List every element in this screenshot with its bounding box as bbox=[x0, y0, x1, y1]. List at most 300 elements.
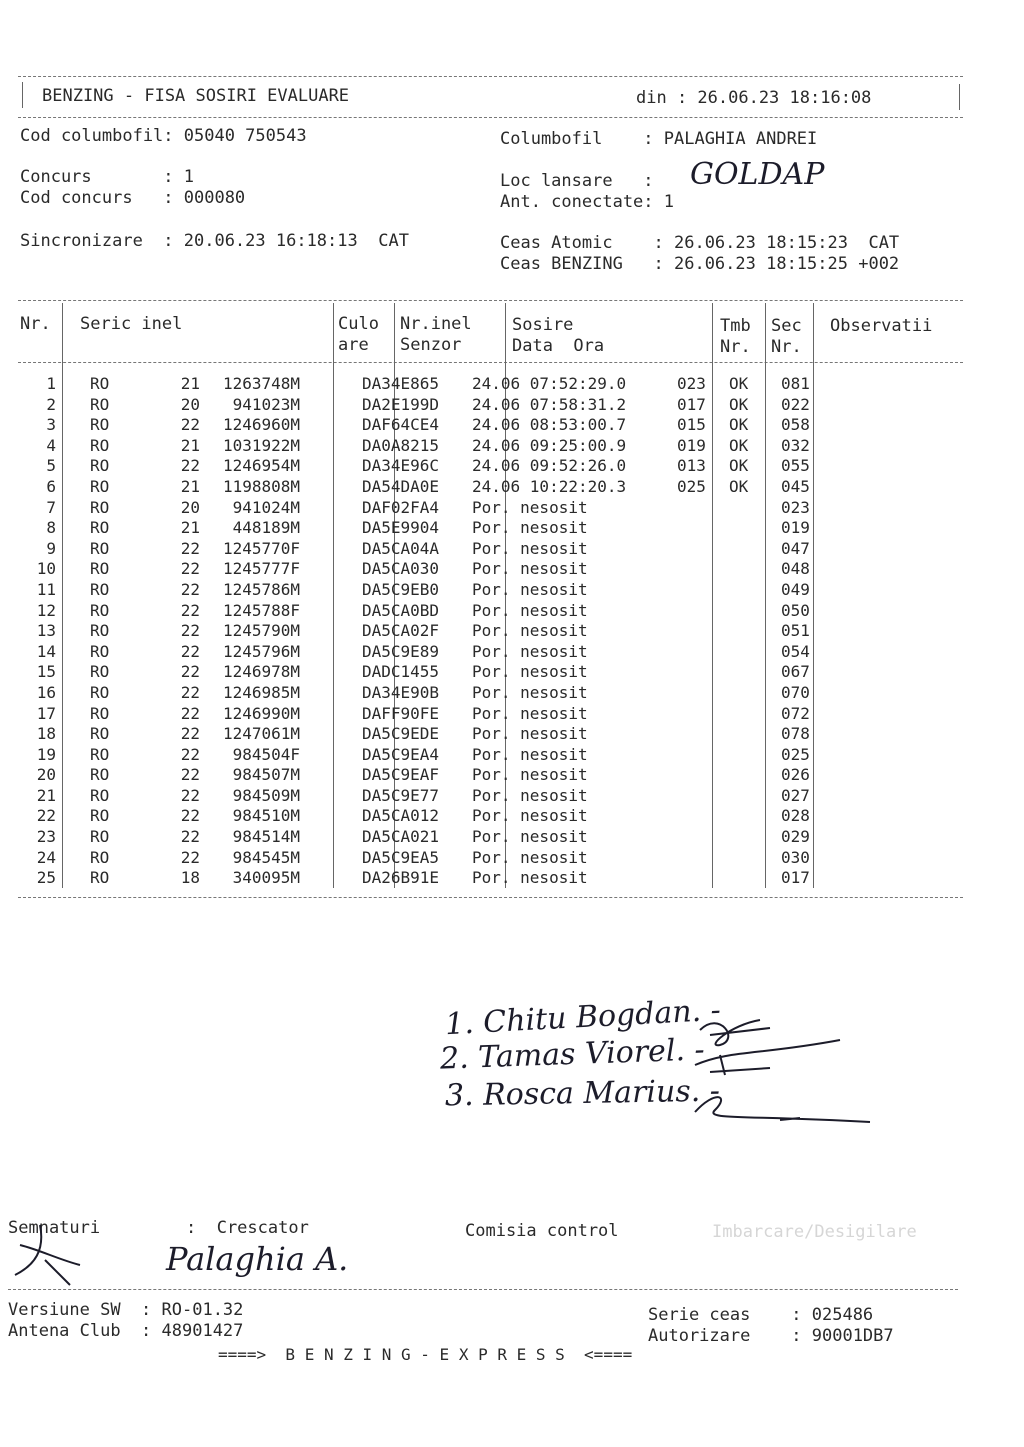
cell-culoare bbox=[300, 704, 362, 725]
col-header-sosire-1: Sosire bbox=[512, 315, 574, 335]
cell-sosire: Por. nesosit bbox=[472, 621, 588, 641]
cell-ring-number: 1245796M bbox=[222, 641, 300, 661]
footer-rule bbox=[8, 1289, 958, 1290]
arrivals-table bbox=[20, 374, 841, 889]
col-header-nr-inel-1: Nr.inel bbox=[400, 314, 472, 334]
cell-senzor: DA0A8215 bbox=[362, 435, 440, 455]
cell-observatii: 027 bbox=[781, 785, 810, 805]
cell-culoare bbox=[300, 786, 362, 807]
cell-ring-number: 1245786M bbox=[222, 579, 300, 599]
table-row bbox=[20, 580, 841, 601]
cell-nr: 4 bbox=[46, 435, 56, 455]
concurs: Concurs : 1 bbox=[20, 167, 194, 187]
cell-culoare bbox=[300, 662, 362, 683]
cell-nr: 2 bbox=[46, 394, 56, 414]
cell-senzor: DA2E199D bbox=[362, 394, 440, 414]
cell-country: RO bbox=[90, 435, 110, 455]
cell-year: 22 bbox=[180, 621, 200, 641]
cell-observatii: 023 bbox=[781, 497, 810, 517]
cell-observatii: 050 bbox=[781, 600, 810, 620]
cell-observatii: 045 bbox=[781, 476, 810, 496]
table-row bbox=[20, 477, 841, 498]
cell-senzor: DADC1455 bbox=[362, 662, 440, 682]
table-row bbox=[20, 374, 841, 395]
cell-nr: 14 bbox=[36, 641, 56, 661]
ceas-benzing: Ceas BENZING : 26.06.23 18:15:25 +002 bbox=[500, 254, 900, 274]
table-row bbox=[20, 662, 841, 683]
cell-country: RO bbox=[90, 785, 110, 805]
cell-sosire: Por. nesosit bbox=[472, 827, 588, 847]
ceas-atomic: Ceas Atomic : 26.06.23 18:15:23 CAT bbox=[500, 233, 900, 253]
cell-year: 22 bbox=[180, 538, 200, 558]
cell-culoare bbox=[300, 456, 362, 477]
cell-tmb bbox=[677, 848, 729, 869]
cell-ring-number: 1246954M bbox=[222, 456, 300, 476]
cell-culoare bbox=[300, 498, 362, 519]
table-row bbox=[20, 601, 841, 622]
cell-sec: OK bbox=[729, 394, 749, 414]
cell-observatii: 047 bbox=[781, 538, 810, 558]
cell-nr: 18 bbox=[36, 724, 56, 744]
cell-ring-number: 1246990M bbox=[222, 703, 300, 723]
cell-tmb bbox=[677, 559, 729, 580]
cell-culoare bbox=[300, 395, 362, 416]
cell-ring-number: 340095M bbox=[232, 868, 300, 888]
cell-country: RO bbox=[90, 682, 110, 702]
serie-ceas: Serie ceas : 025486 bbox=[648, 1305, 874, 1325]
col-header-sec-1: Sec bbox=[771, 316, 802, 336]
cell-ring-number: 448189M bbox=[232, 518, 300, 538]
cell-sec bbox=[729, 642, 777, 663]
table-bottom-rule bbox=[18, 897, 963, 898]
cell-ring-number: 984509M bbox=[232, 785, 300, 805]
cell-nr: 13 bbox=[36, 621, 56, 641]
cell-nr: 3 bbox=[46, 415, 56, 435]
cell-country: RO bbox=[90, 806, 110, 826]
cell-sec: OK bbox=[729, 415, 749, 435]
cell-observatii: 017 bbox=[781, 868, 810, 888]
cell-culoare bbox=[300, 518, 362, 539]
imbarcare-desigilare-label: Imbarcare/Desigilare bbox=[712, 1222, 917, 1242]
commission-signatures-icon bbox=[680, 1000, 880, 1140]
table-row bbox=[20, 395, 841, 416]
semnaturi-label: Semnaturi bbox=[8, 1218, 101, 1238]
cell-sosire: Por. nesosit bbox=[472, 703, 588, 723]
cell-observatii: 019 bbox=[781, 518, 810, 538]
col-header-culoare-1: Culo bbox=[338, 314, 379, 334]
table-row bbox=[20, 745, 841, 766]
cell-nr: 17 bbox=[36, 703, 56, 723]
cell-tmb bbox=[677, 518, 729, 539]
table-row bbox=[20, 765, 841, 786]
cell-ring-number: 984507M bbox=[232, 765, 300, 785]
cell-observatii: 049 bbox=[781, 579, 810, 599]
cell-tmb bbox=[677, 539, 729, 560]
cell-senzor: DA5C9EA4 bbox=[362, 744, 440, 764]
cell-culoare bbox=[300, 559, 362, 580]
cell-ring-number: 984504F bbox=[232, 744, 300, 764]
cell-year: 22 bbox=[180, 785, 200, 805]
crescator-label: : Crescator bbox=[186, 1218, 309, 1238]
cell-sec bbox=[729, 745, 777, 766]
cell-year: 20 bbox=[180, 394, 200, 414]
cell-year: 22 bbox=[180, 600, 200, 620]
cell-sec: OK bbox=[729, 374, 749, 393]
cell-country: RO bbox=[90, 641, 110, 661]
cell-tmb: 017 bbox=[677, 394, 706, 414]
cell-senzor: DA34E96C bbox=[362, 456, 440, 476]
cell-sosire: Por. nesosit bbox=[472, 682, 588, 702]
cell-year: 22 bbox=[180, 703, 200, 723]
cell-sec bbox=[729, 704, 777, 725]
cell-country: RO bbox=[90, 868, 110, 888]
cell-senzor: DAF64CE4 bbox=[362, 415, 440, 435]
cell-tmb bbox=[677, 765, 729, 786]
sincronizare: Sincronizare : 20.06.23 16:18:13 CAT bbox=[20, 231, 409, 251]
table-row bbox=[20, 827, 841, 848]
cell-sec: OK bbox=[729, 435, 749, 455]
cell-country: RO bbox=[90, 374, 110, 393]
cell-sec bbox=[729, 724, 777, 745]
cell-sec bbox=[729, 827, 777, 848]
cell-senzor: DA5E9904 bbox=[362, 518, 440, 538]
cell-ring-number: 1263748M bbox=[222, 374, 300, 393]
cell-year: 22 bbox=[180, 579, 200, 599]
cell-tmb bbox=[677, 868, 729, 889]
cell-year: 22 bbox=[180, 662, 200, 682]
cell-ring-number: 1198808M bbox=[222, 476, 300, 496]
table-header-rule bbox=[18, 362, 963, 363]
cell-sosire: Por. nesosit bbox=[472, 744, 588, 764]
cell-tmb: 015 bbox=[677, 415, 706, 435]
cell-ring-number: 1246960M bbox=[222, 415, 300, 435]
col-header-nr: Nr. bbox=[20, 314, 51, 334]
cell-culoare bbox=[300, 724, 362, 745]
cell-sec bbox=[729, 683, 777, 704]
cell-culoare bbox=[300, 683, 362, 704]
cell-country: RO bbox=[90, 662, 110, 682]
cell-ring-number: 1246985M bbox=[222, 682, 300, 702]
cell-country: RO bbox=[90, 724, 110, 744]
cell-country: RO bbox=[90, 765, 110, 785]
cell-country: RO bbox=[90, 518, 110, 538]
cell-tmb: 019 bbox=[677, 435, 706, 455]
cell-sosire: Por. nesosit bbox=[472, 806, 588, 826]
cell-nr: 23 bbox=[36, 827, 56, 847]
cell-senzor: DA5CA0BD bbox=[362, 600, 440, 620]
cell-sosire: Por. nesosit bbox=[472, 579, 588, 599]
table-row bbox=[20, 724, 841, 745]
cell-observatii: 029 bbox=[781, 827, 810, 847]
cell-senzor: DA5CA030 bbox=[362, 559, 440, 579]
cell-sosire: Por. nesosit bbox=[472, 600, 588, 620]
top-rule bbox=[18, 76, 963, 77]
cell-year: 22 bbox=[180, 806, 200, 826]
cell-sosire: Por. nesosit bbox=[472, 518, 588, 538]
cell-culoare bbox=[300, 601, 362, 622]
cell-culoare bbox=[300, 436, 362, 457]
cell-sosire: Por. nesosit bbox=[472, 662, 588, 682]
cell-senzor: DA34E865 bbox=[362, 374, 440, 393]
cell-sosire: Por. nesosit bbox=[472, 785, 588, 805]
cell-year: 22 bbox=[180, 827, 200, 847]
col-header-observatii: Observatii bbox=[830, 316, 933, 336]
comisia-control-label: Comisia control bbox=[465, 1221, 619, 1241]
cell-tmb: 013 bbox=[677, 456, 706, 476]
cell-sec bbox=[729, 498, 777, 519]
cell-observatii: 048 bbox=[781, 559, 810, 579]
cell-senzor: DA5C9E77 bbox=[362, 785, 440, 805]
antena-club: Antena Club : 48901427 bbox=[8, 1321, 244, 1341]
cell-country: RO bbox=[90, 476, 110, 496]
cell-ring-number: 1247061M bbox=[222, 724, 300, 744]
table-row bbox=[20, 498, 841, 519]
cell-country: RO bbox=[90, 415, 110, 435]
cell-culoare bbox=[300, 827, 362, 848]
cell-culoare bbox=[300, 374, 362, 395]
cell-senzor: DA54DA0E bbox=[362, 476, 440, 496]
cell-sec: OK bbox=[729, 476, 749, 496]
col-header-culoare-2: are bbox=[338, 335, 369, 355]
table-row bbox=[20, 806, 841, 827]
cell-year: 22 bbox=[180, 415, 200, 435]
cell-culoare bbox=[300, 868, 362, 889]
cell-senzor: DA5C9EAF bbox=[362, 765, 440, 785]
cell-tmb: 025 bbox=[677, 476, 706, 496]
cell-culoare bbox=[300, 765, 362, 786]
table-row bbox=[20, 539, 841, 560]
cell-observatii: 028 bbox=[781, 806, 810, 826]
cell-ring-number: 1245788F bbox=[222, 600, 300, 620]
cell-sec bbox=[729, 539, 777, 560]
cell-observatii: 067 bbox=[781, 662, 810, 682]
cell-nr: 24 bbox=[36, 847, 56, 867]
document-date: din : 26.06.23 18:16:08 bbox=[636, 88, 872, 108]
cell-country: RO bbox=[90, 621, 110, 641]
cell-tmb bbox=[677, 786, 729, 807]
cell-ring-number: 1245770F bbox=[222, 538, 300, 558]
cell-country: RO bbox=[90, 394, 110, 414]
columbofil: Columbofil : PALAGHIA ANDREI bbox=[500, 129, 818, 149]
crescator-signature: Palaghia A. bbox=[166, 1240, 349, 1278]
col-header-tmb-2: Nr. bbox=[720, 337, 751, 357]
cell-sosire: Por. nesosit bbox=[472, 847, 588, 867]
cell-country: RO bbox=[90, 847, 110, 867]
cell-tmb bbox=[677, 827, 729, 848]
cell-observatii: 054 bbox=[781, 641, 810, 661]
cell-sosire: Por. nesosit bbox=[472, 724, 588, 744]
cell-observatii: 078 bbox=[781, 724, 810, 744]
col-header-seric-inel: Seric inel bbox=[80, 314, 183, 334]
loc-lansare-label: Loc lansare : bbox=[500, 171, 654, 191]
title-rule bbox=[18, 117, 963, 118]
col-header-tmb-1: Tmb bbox=[720, 316, 751, 336]
cell-year: 22 bbox=[180, 765, 200, 785]
cell-country: RO bbox=[90, 456, 110, 476]
cell-sosire: Por. nesosit bbox=[472, 559, 588, 579]
cell-sec: OK bbox=[729, 456, 749, 476]
cell-culoare bbox=[300, 580, 362, 601]
cell-senzor: DA26B91E bbox=[362, 868, 440, 888]
cell-year: 18 bbox=[180, 868, 200, 888]
cell-ring-number: 984514M bbox=[232, 827, 300, 847]
cell-year: 22 bbox=[180, 847, 200, 867]
cell-senzor: DA5C9E89 bbox=[362, 641, 440, 661]
cell-year: 21 bbox=[180, 374, 200, 393]
cell-tmb bbox=[677, 621, 729, 642]
cell-senzor: DA5CA012 bbox=[362, 806, 440, 826]
cell-ring-number: 941023M bbox=[232, 394, 300, 414]
table-row bbox=[20, 848, 841, 869]
cell-year: 22 bbox=[180, 641, 200, 661]
cell-sec bbox=[729, 621, 777, 642]
commission-member-2: 2. Tamas Viorel. - bbox=[439, 1032, 706, 1077]
cell-year: 20 bbox=[180, 497, 200, 517]
cell-nr: 25 bbox=[36, 868, 56, 888]
cell-sec bbox=[729, 580, 777, 601]
title-right-border bbox=[959, 84, 960, 110]
cell-observatii: 030 bbox=[781, 847, 810, 867]
cell-country: RO bbox=[90, 600, 110, 620]
cell-year: 22 bbox=[180, 724, 200, 744]
cell-tmb bbox=[677, 745, 729, 766]
cell-tmb bbox=[677, 704, 729, 725]
cell-culoare bbox=[300, 415, 362, 436]
table-row bbox=[20, 559, 841, 580]
cell-year: 21 bbox=[180, 518, 200, 538]
cell-year: 22 bbox=[180, 559, 200, 579]
cell-nr: 22 bbox=[36, 806, 56, 826]
cell-observatii: 022 bbox=[781, 394, 810, 414]
cell-sec bbox=[729, 868, 777, 889]
table-row bbox=[20, 683, 841, 704]
autorizare: Autorizare : 90001DB7 bbox=[648, 1326, 894, 1346]
commission-member-1: 1. Chitu Bogdan. - bbox=[444, 992, 722, 1043]
cell-senzor: DAFF90FE bbox=[362, 703, 440, 723]
cell-culoare bbox=[300, 806, 362, 827]
table-row bbox=[20, 704, 841, 725]
table-row bbox=[20, 456, 841, 477]
cell-sec bbox=[729, 662, 777, 683]
cell-tmb bbox=[677, 498, 729, 519]
cell-sec bbox=[729, 786, 777, 807]
cell-tmb bbox=[677, 662, 729, 683]
cell-nr: 9 bbox=[46, 538, 56, 558]
cell-nr: 16 bbox=[36, 682, 56, 702]
cell-country: RO bbox=[90, 703, 110, 723]
cell-senzor: DA5C9EA5 bbox=[362, 847, 440, 867]
cell-observatii: 032 bbox=[781, 435, 810, 455]
cell-nr: 20 bbox=[36, 765, 56, 785]
cod-columbofil: Cod columbofil: 05040 750543 bbox=[20, 126, 307, 146]
cell-country: RO bbox=[90, 579, 110, 599]
col-header-sec-2: Nr. bbox=[771, 337, 802, 357]
loc-lansare-value: GOLDAP bbox=[690, 157, 825, 192]
cell-country: RO bbox=[90, 538, 110, 558]
ant-conectate: Ant. conectate: 1 bbox=[500, 192, 674, 212]
cell-tmb bbox=[677, 683, 729, 704]
cell-observatii: 055 bbox=[781, 456, 810, 476]
cell-observatii: 072 bbox=[781, 703, 810, 723]
cell-sosire: 24.06 10:22:20.3 bbox=[472, 476, 627, 496]
cell-sec bbox=[729, 765, 777, 786]
table-row bbox=[20, 518, 841, 539]
cell-nr: 15 bbox=[36, 662, 56, 682]
cell-year: 21 bbox=[180, 435, 200, 455]
cell-senzor: DA5C9EDE bbox=[362, 724, 440, 744]
cell-nr: 6 bbox=[46, 476, 56, 496]
cell-nr: 12 bbox=[36, 600, 56, 620]
cell-year: 22 bbox=[180, 744, 200, 764]
document-title: BENZING - FISA SOSIRI EVALUARE bbox=[42, 86, 350, 106]
cell-tmb bbox=[677, 601, 729, 622]
cell-senzor: DA34E90B bbox=[362, 682, 440, 702]
cell-tmb bbox=[677, 580, 729, 601]
table-top-rule bbox=[18, 300, 963, 301]
cell-sosire: 24.06 09:52:26.0 bbox=[472, 456, 627, 476]
cell-country: RO bbox=[90, 497, 110, 517]
cell-culoare bbox=[300, 848, 362, 869]
cell-senzor: DA5CA02F bbox=[362, 621, 440, 641]
benzing-express-brand: ====> B E N Z I N G - E X P R E S S <==== bbox=[218, 1345, 633, 1364]
table-row bbox=[20, 642, 841, 663]
cell-sosire: Por. nesosit bbox=[472, 641, 588, 661]
cell-ring-number: 1245777F bbox=[222, 559, 300, 579]
commission-member-3: 3. Rosca Marius. - bbox=[444, 1073, 721, 1114]
cell-year: 21 bbox=[180, 476, 200, 496]
cell-sec bbox=[729, 559, 777, 580]
cell-nr: 11 bbox=[36, 579, 56, 599]
cell-sosire: 24.06 09:25:00.9 bbox=[472, 435, 627, 455]
cell-nr: 21 bbox=[36, 785, 56, 805]
cell-country: RO bbox=[90, 744, 110, 764]
table-row bbox=[20, 868, 841, 889]
cell-sosire: Por. nesosit bbox=[472, 538, 588, 558]
cell-sec bbox=[729, 518, 777, 539]
cell-senzor: DA5CA04A bbox=[362, 538, 440, 558]
cell-culoare bbox=[300, 539, 362, 560]
cell-sec bbox=[729, 806, 777, 827]
cell-nr: 5 bbox=[46, 456, 56, 476]
cell-observatii: 058 bbox=[781, 415, 810, 435]
table-row bbox=[20, 621, 841, 642]
cell-culoare bbox=[300, 642, 362, 663]
cell-ring-number: 941024M bbox=[232, 497, 300, 517]
cell-observatii: 070 bbox=[781, 682, 810, 702]
cell-sec bbox=[729, 601, 777, 622]
cell-observatii: 081 bbox=[781, 374, 810, 393]
cell-tmb bbox=[677, 724, 729, 745]
cell-ring-number: 984545M bbox=[232, 847, 300, 867]
cell-senzor: DAF02FA4 bbox=[362, 497, 440, 517]
cell-culoare bbox=[300, 477, 362, 498]
cell-culoare bbox=[300, 745, 362, 766]
cell-ring-number: 1245790M bbox=[222, 621, 300, 641]
cell-nr: 8 bbox=[46, 518, 56, 538]
cell-observatii: 051 bbox=[781, 621, 810, 641]
cell-sosire: Por. nesosit bbox=[472, 765, 588, 785]
title-left-border bbox=[22, 82, 23, 108]
cell-sosire: 24.06 07:52:29.0 bbox=[472, 374, 627, 393]
cell-ring-number: 1031922M bbox=[222, 435, 300, 455]
cell-country: RO bbox=[90, 559, 110, 579]
cell-senzor: DA5C9EB0 bbox=[362, 579, 440, 599]
cell-year: 22 bbox=[180, 682, 200, 702]
cell-ring-number: 1246978M bbox=[222, 662, 300, 682]
table-row bbox=[20, 786, 841, 807]
cell-country: RO bbox=[90, 827, 110, 847]
col-header-sosire-2: Data Ora bbox=[512, 336, 605, 356]
